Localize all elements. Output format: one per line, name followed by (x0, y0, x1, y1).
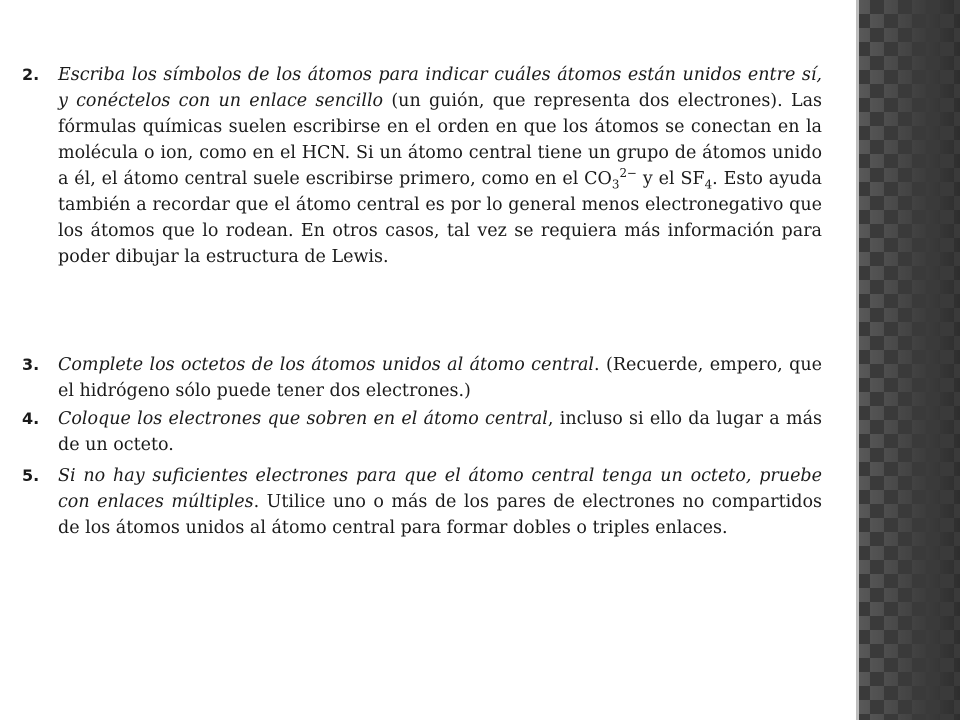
item-text (58, 62, 822, 270)
item-body: . (Recuerde, empero, que el hidrógeno sólo puede tener dos electrones.) (58, 355, 822, 401)
item-body: , incluso si ello da lugar a más de un octeto. (58, 409, 822, 455)
list-item (22, 406, 822, 458)
item-italic-lead: Si no hay suficientes electrones para que el átomo central tenga un octeto, pruebe con enlaces múltiples (58, 466, 822, 512)
decorative-side-panel (856, 0, 960, 720)
list-item (22, 352, 822, 404)
item-text (58, 463, 822, 541)
item-italic-lead: Coloque los electrones que sobren en el átomo central (58, 409, 548, 429)
item-italic-lead: Complete los octetos de los átomos unidos al átomo central (58, 355, 595, 375)
item-text (58, 352, 822, 404)
item-text (58, 406, 822, 458)
formula-carbonate: $CO_3^{2-}$ (584, 166, 638, 192)
list-item (22, 463, 822, 541)
list-item (22, 62, 822, 270)
item-italic-lead: Escriba los símbolos de los átomos para indicar cuáles átomos están unidos entre sí, y conéctelos con un enlace sencillo (58, 65, 822, 111)
item-number: 3. (22, 355, 40, 374)
item-text-c: . Esto ayuda también a recordar que el átomo central es por lo general menos electronegativo que los átomos que lo rodean. En otros casos, tal vez se requiera más información para poder dibujar la estructura de Lewis. (58, 169, 822, 267)
item-text-a: (un guión, que representa dos electrones). Las fórmulas químicas suelen escribirse en el orden en que los átomos se conectan en la molécula o ion, como en el HCN. Si un átomo central tiene un grupo de átomos unido a él, el átomo central suele escribirse primero, como en el (58, 91, 822, 189)
formula-sf4: $SF_4$ (680, 169, 713, 192)
item-number: 2. (22, 65, 40, 84)
item-number: 5. (22, 466, 40, 485)
item-number: 4. (22, 409, 40, 428)
side-panel-divider (856, 0, 859, 720)
item-body: . Utilice uno o más de los pares de electrones no compartidos de los átomos unidos al átomo central para formar dobles o triples enlaces. (58, 492, 822, 538)
item-text-b: y el (637, 169, 681, 189)
